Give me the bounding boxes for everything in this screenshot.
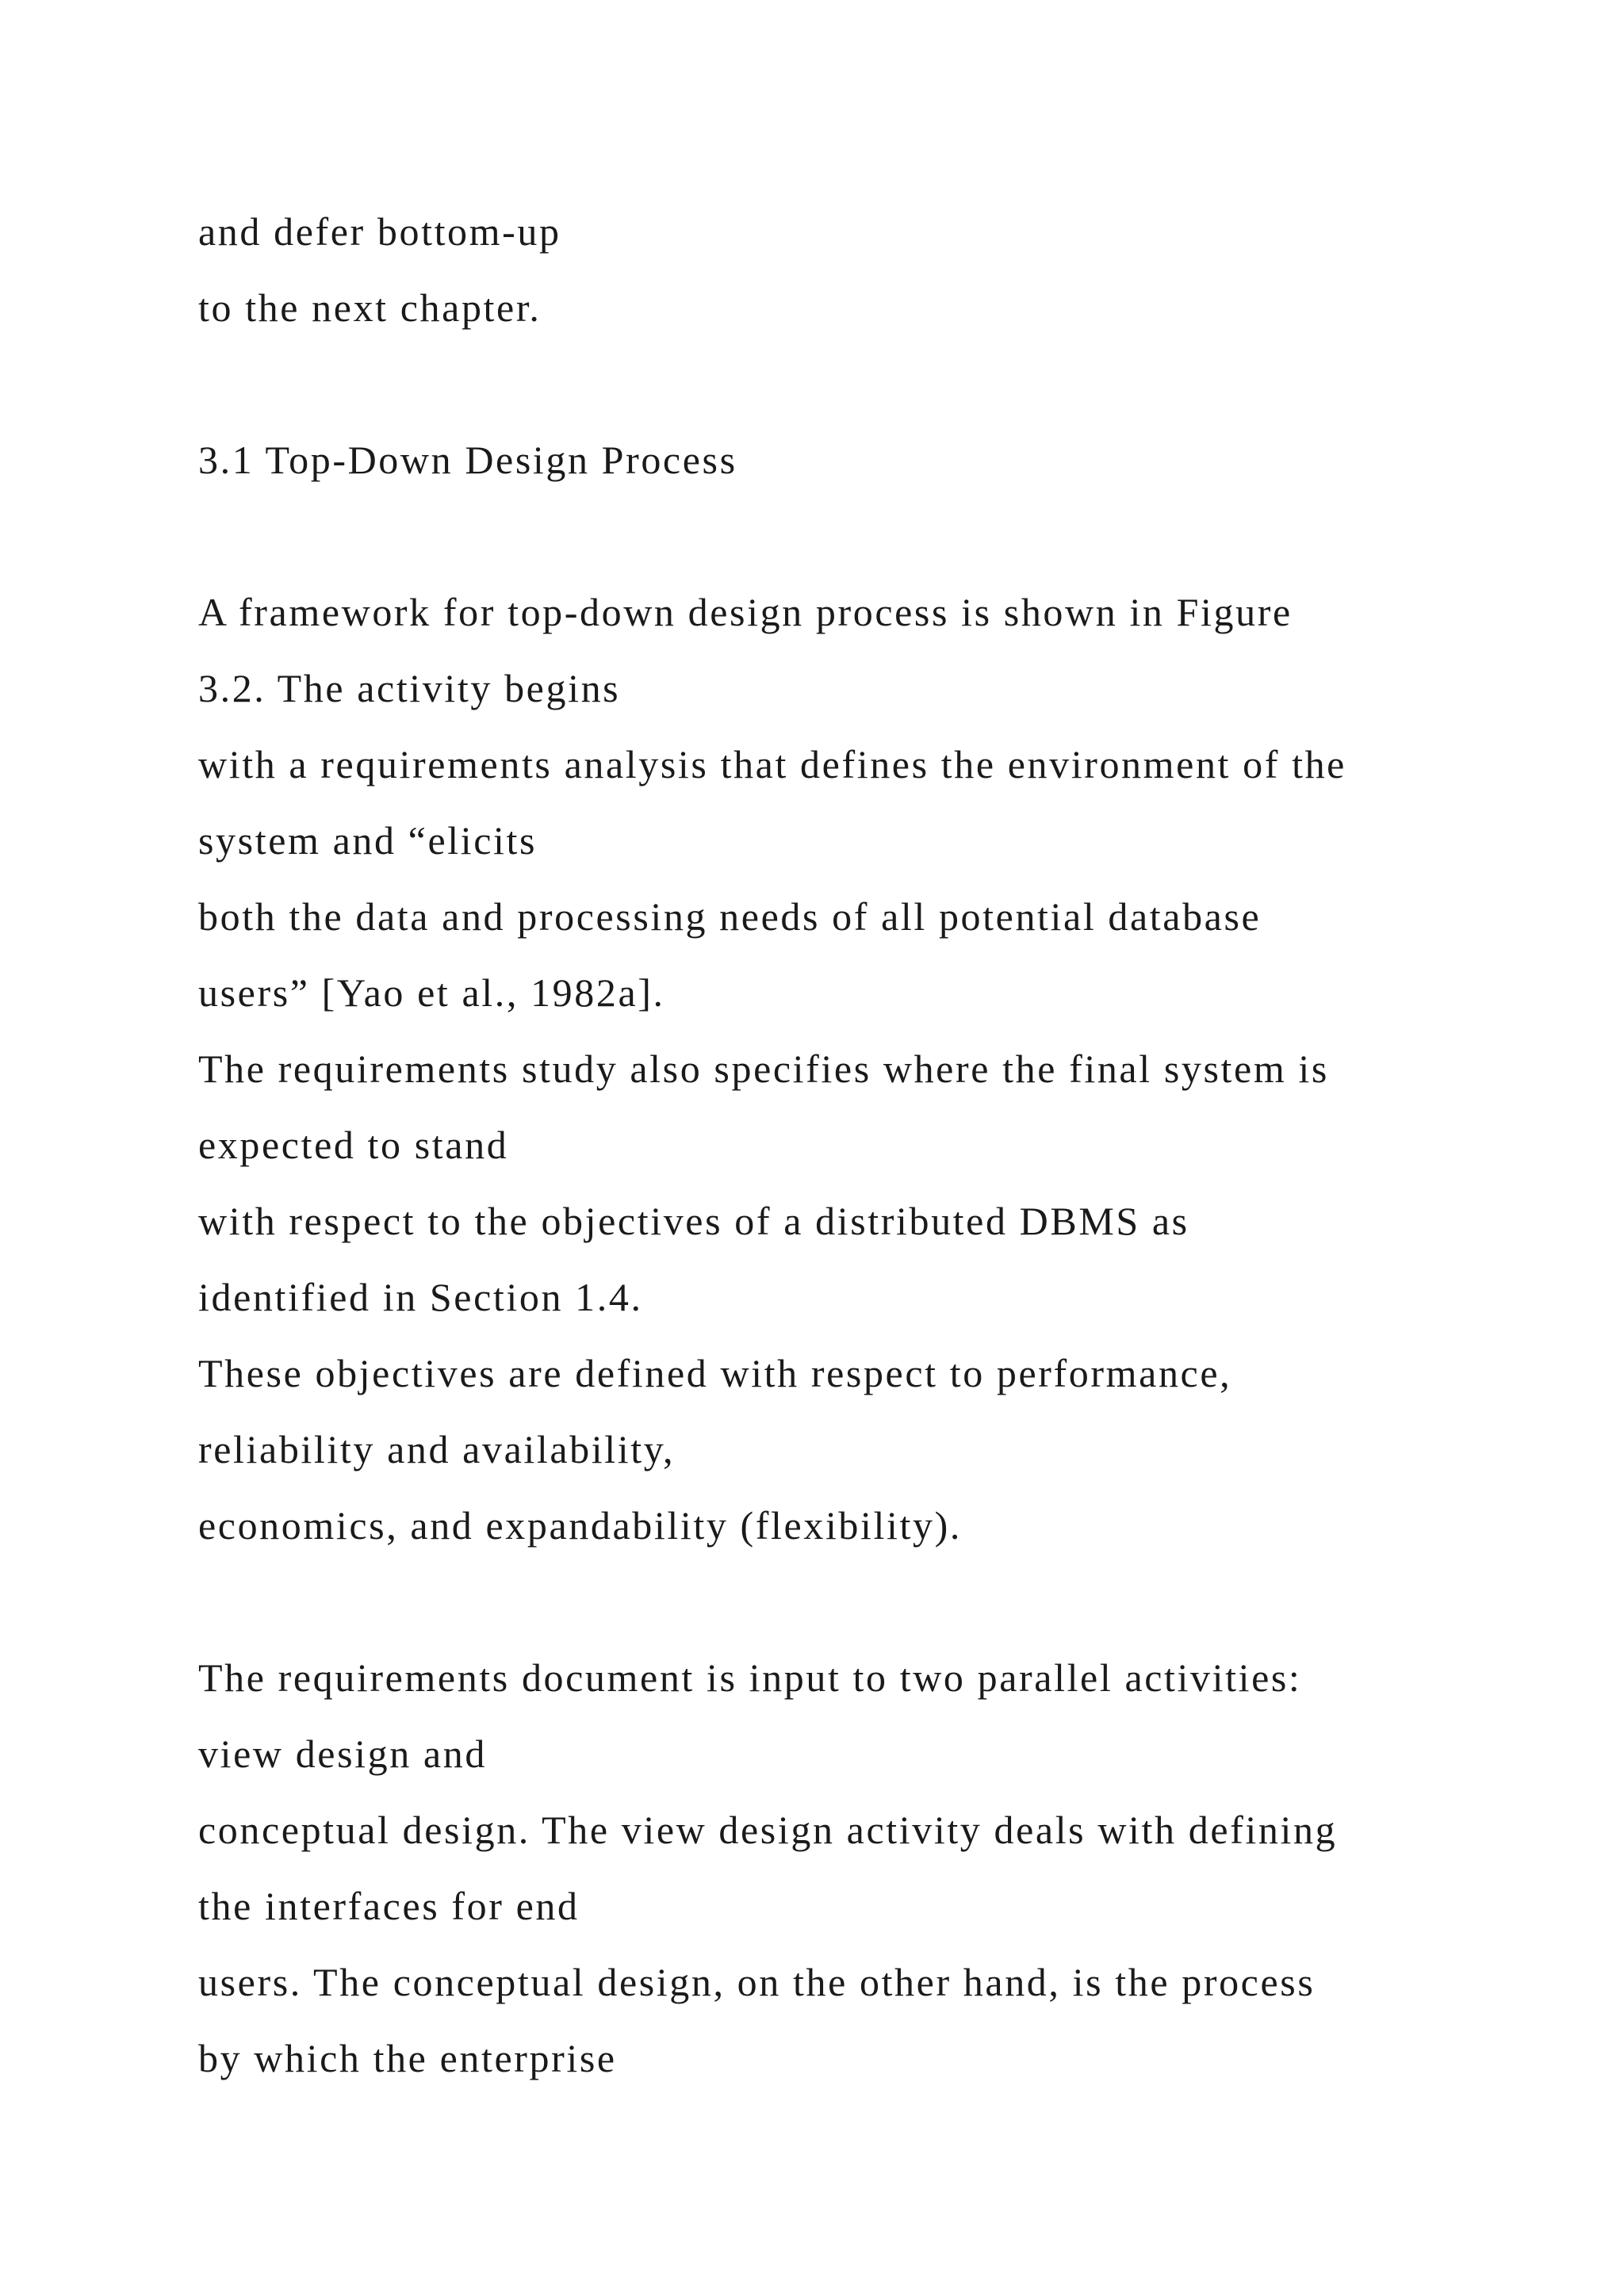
text-line: A framework for top-down design process is shown in Figure: [198, 590, 1293, 634]
text-line: the interfaces for end: [198, 1884, 580, 1928]
text-line: view design and: [198, 1732, 487, 1776]
text-line: conceptual design. The view design activity deals with defining: [198, 1808, 1338, 1852]
text-line: economics, and expandability (flexibility).: [198, 1503, 962, 1548]
text-line: expected to stand: [198, 1123, 509, 1167]
text-line: 3.2. The activity begins: [198, 666, 621, 710]
intro-paragraph: [198, 193, 1507, 346]
blank-line: [198, 1563, 1507, 1640]
section-heading: 3.1 Top-Down Design Process: [198, 438, 737, 482]
text-line: with respect to the objectives of a distributed DBMS as: [198, 1199, 1189, 1243]
text-line: These objectives are defined with respect to performance,: [198, 1351, 1232, 1395]
text-line: and defer bottom-up: [198, 209, 561, 254]
text-line: users. The conceptual design, on the other hand, is the process: [198, 1960, 1316, 2004]
text-line: reliability and availability,: [198, 1427, 676, 1471]
text-line: The requirements document is input to two parallel activities:: [198, 1655, 1302, 1700]
blank-line: [198, 498, 1507, 574]
paragraph-requirements-analysis: [198, 574, 1507, 1563]
text-line: The requirements study also specifies where the final system is: [198, 1047, 1329, 1091]
text-line: both the data and processing needs of all potential database: [198, 894, 1262, 939]
paragraph-parallel-activities: [198, 1640, 1507, 2096]
document-body: [198, 193, 1507, 2096]
text-line: identified in Section 1.4.: [198, 1275, 643, 1319]
blank-line: [198, 346, 1507, 422]
text-line: to the next chapter.: [198, 285, 542, 330]
text-line: system and “elicits: [198, 818, 538, 863]
text-line: by which the enterprise: [198, 2036, 617, 2080]
text-line: users” [Yao et al., 1982a].: [198, 970, 665, 1015]
text-line: with a requirements analysis that defines the environment of the: [198, 742, 1346, 786]
